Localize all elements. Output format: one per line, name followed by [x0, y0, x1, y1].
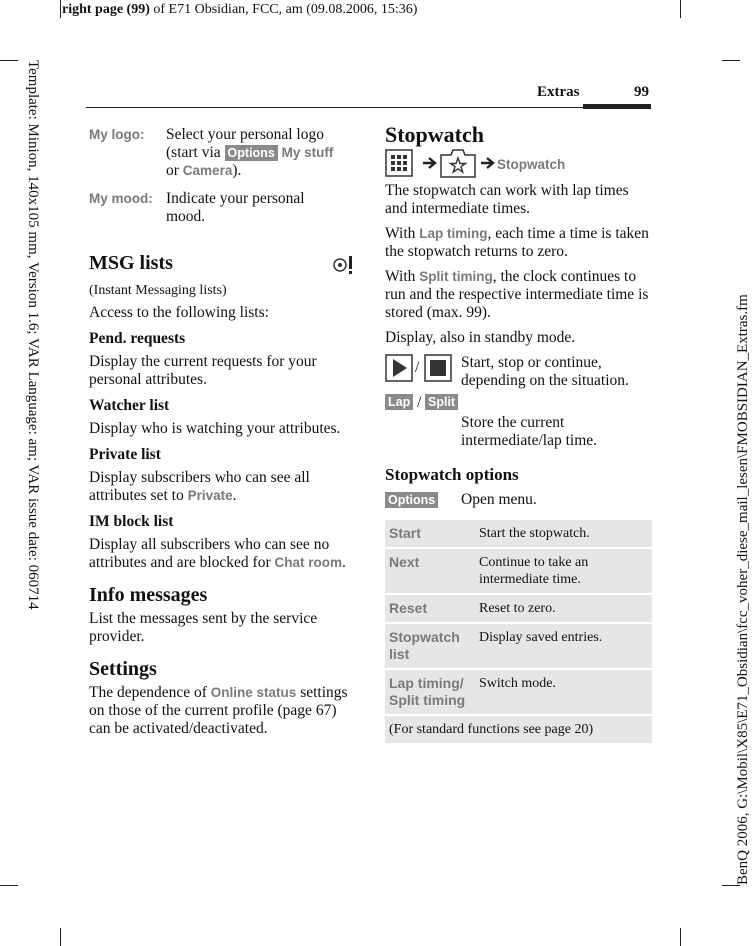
msg-lists-intro: Access to the following lists: — [89, 304, 269, 321]
table-row — [385, 716, 652, 743]
lap-timing-menu-name: Lap timing — [419, 226, 488, 241]
split-softkey[interactable]: Split — [425, 394, 458, 410]
options-softkey[interactable]: Options — [385, 492, 438, 508]
watcher-list-text: Display who is watching your attributes. — [89, 420, 341, 437]
section-header: Extras — [537, 84, 580, 100]
arrow-right-icon — [423, 156, 437, 174]
option-reset[interactable]: Reset — [385, 595, 475, 622]
my-mood-text: mood. — [166, 208, 206, 225]
option-description: Continue to take an intermediate time. — [475, 549, 652, 593]
display-mode-text: Display, also in standby mode. — [385, 329, 576, 346]
left-margin-template-text: Template: Minion, 140x105 mm, Version 1.6; VAR Language: am; VAR issue date: 060714 — [25, 60, 41, 610]
lap-split-keys-row — [385, 394, 653, 450]
option-next[interactable]: Next — [385, 549, 475, 593]
private-list-heading: Private list — [89, 446, 161, 463]
table-row — [385, 520, 652, 547]
crop-mark — [722, 885, 740, 886]
play-stop-keys-row — [385, 354, 653, 390]
options-softkey[interactable]: Options — [225, 145, 278, 161]
options-row — [385, 491, 653, 511]
settings-heading: Settings — [89, 658, 157, 680]
split-timing-text: With Split timing, the clock continues to run and the respective intermediate time is stored (max. 99). — [385, 268, 649, 321]
im-block-list-text: Display all subscribers who can see no attributes and are blocked for Chat room. — [89, 536, 346, 571]
crop-mark — [680, 928, 681, 946]
watcher-list-heading: Watcher list — [89, 397, 170, 414]
lap-split-description: Store the current intermediate/lap time. — [461, 414, 598, 449]
my-mood-text: Indicate your personal — [166, 190, 305, 207]
msg-lists-heading-row — [89, 254, 357, 274]
table-row — [385, 549, 652, 593]
crop-mark — [0, 60, 18, 61]
open-menu-text: Open menu. — [461, 491, 537, 508]
crop-mark — [60, 0, 61, 18]
menu-path — [385, 150, 653, 180]
header-rule — [86, 107, 651, 108]
table-row — [385, 670, 652, 714]
msg-lists-subtitle: (Instant Messaging lists) — [89, 283, 227, 298]
option-start[interactable]: Start — [385, 520, 475, 547]
online-status-menu-name: Online status — [210, 685, 297, 700]
im-attention-icon — [331, 254, 357, 281]
extras-star-icon — [439, 147, 477, 184]
page-number: 99 — [634, 84, 649, 100]
crop-mark — [60, 928, 61, 946]
my-mood-label: My mood: — [89, 191, 153, 206]
pend-requests-text: Display the current requests for your personal attributes. — [89, 353, 317, 388]
im-block-list-heading: IM block list — [89, 513, 174, 530]
split-timing-menu-name: Split timing — [419, 269, 493, 284]
msg-lists-heading: MSG lists — [89, 252, 173, 274]
options-table — [385, 518, 652, 745]
my-stuff-menu-name: My stuff — [281, 145, 334, 160]
print-info-line: right page (99) of E71 Obsidian, FCC, am (09.08.2006, 15:36) — [62, 2, 418, 17]
crop-mark — [722, 60, 740, 61]
option-lap-split-timing[interactable]: Lap timing/ Split timing — [385, 670, 475, 714]
option-description: Switch mode. — [475, 670, 652, 714]
option-stopwatch-list[interactable]: Stopwatch list — [385, 624, 475, 668]
arrow-right-icon — [481, 156, 495, 174]
pend-requests-heading: Pend. requests — [89, 330, 186, 347]
private-menu-name: Private — [187, 488, 233, 503]
play-key-icon[interactable] — [385, 354, 413, 387]
option-description: Reset to zero. — [475, 595, 652, 622]
stop-key-icon[interactable] — [424, 354, 452, 387]
right-column — [385, 122, 653, 745]
my-logo-text: Select your personal logo — [166, 126, 324, 143]
my-logo-label: My logo: — [89, 127, 145, 142]
private-list-text: Display subscribers who can see all attributes set to Private. — [89, 469, 310, 504]
stopwatch-intro: The stopwatch can work with lap times and intermediate times. — [385, 182, 629, 217]
option-description: Start the stopwatch. — [475, 520, 652, 547]
info-messages-text: List the messages sent by the service provider. — [89, 610, 318, 645]
play-stop-description: Start, stop or continue, depending on the situation. — [461, 354, 629, 389]
table-row — [385, 595, 652, 622]
right-margin-file-path: BenQ 2006, G:\Mobil\X85\E71_Obsidian\fcc_voher_diese_mail_lesen\FMOBSIDIAN_Extras.fm — [735, 294, 751, 885]
settings-text: The dependence of Online status settings on those of the current profile (page 67) can be activated/deactivated. — [89, 684, 348, 737]
lap-softkey[interactable]: Lap — [385, 394, 413, 410]
left-column — [89, 126, 357, 738]
crop-mark — [680, 0, 681, 18]
my-mood-entry — [89, 190, 357, 238]
info-messages-heading: Info messages — [89, 584, 208, 606]
standard-functions-note: (For standard functions see page 20) — [385, 716, 652, 743]
page-number-tab — [583, 104, 651, 109]
stopwatch-heading: Stopwatch — [385, 122, 485, 147]
chat-room-menu-name: Chat room — [274, 555, 342, 570]
my-logo-text: (start via — [166, 144, 225, 161]
crop-mark — [0, 885, 18, 886]
lap-timing-text: With Lap timing, each time a time is taken the stopwatch returns to zero. — [385, 225, 649, 260]
stopwatch-menu-name: Stopwatch — [497, 157, 566, 172]
slash: / — [415, 359, 420, 376]
table-row — [385, 624, 652, 668]
option-description: Display saved entries. — [475, 624, 652, 668]
slash: / — [417, 394, 422, 411]
stopwatch-options-heading: Stopwatch options — [385, 465, 519, 484]
my-logo-entry: My logo: Select your personal logo (start via Options My stuff or Camera). — [89, 126, 334, 179]
camera-menu-name: Camera — [182, 163, 233, 178]
menu-grid-icon — [385, 149, 413, 182]
